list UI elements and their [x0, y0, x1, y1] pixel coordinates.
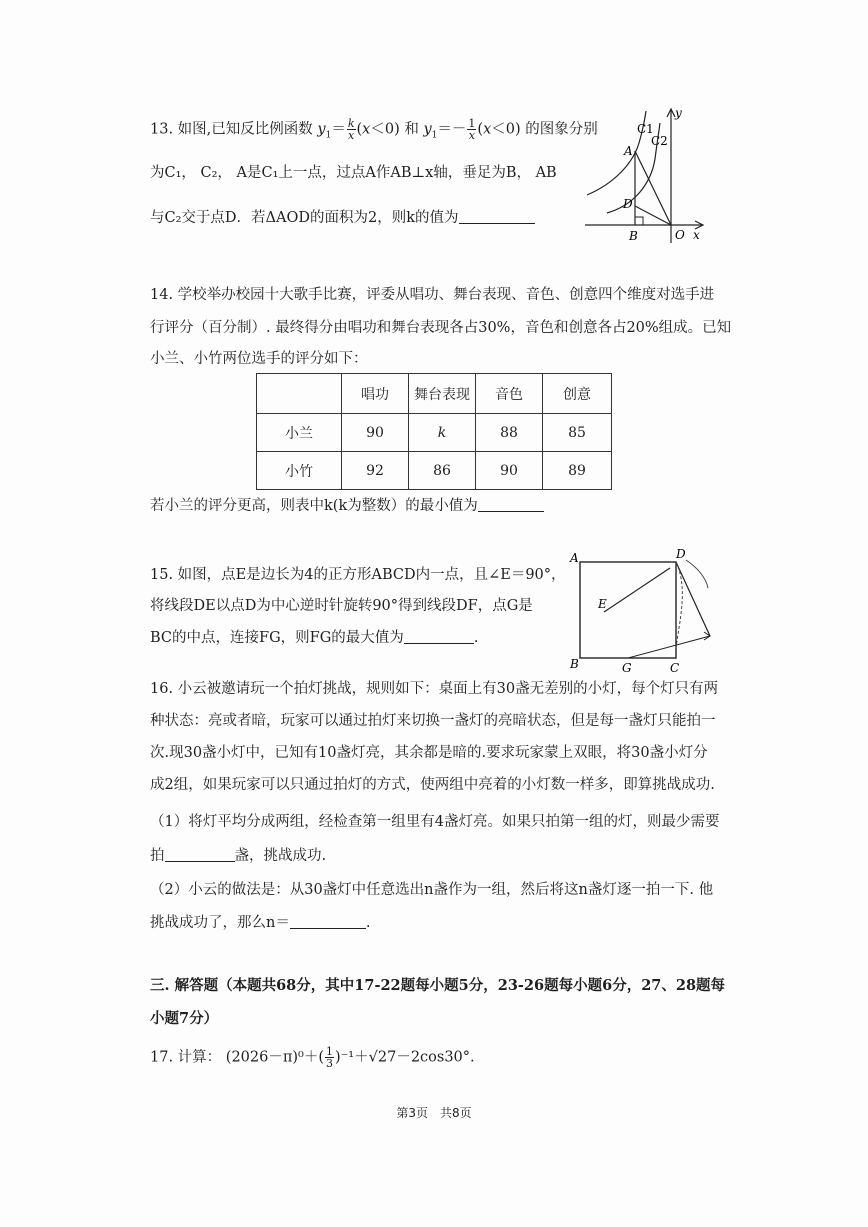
fig15-label-c: C [670, 661, 680, 675]
table-header-cell: 创意 [543, 374, 612, 414]
table-header-cell: 唱功 [342, 374, 409, 414]
fig13-label-d: D [623, 197, 633, 211]
table-cell: 89 [543, 452, 612, 490]
q15-line1: 15. 如图，点E是边长为4的正方形ABCD内一点，且∠E＝90°， [150, 567, 566, 583]
table-cell: 小竹 [257, 452, 342, 490]
fig13-label-a: A [624, 144, 633, 158]
q14-line2: 行评分（百分制）. 最终得分由唱功和舞台表现各占30%，音色和创意各占20%组成。已知 [150, 320, 732, 336]
table-cell: 小兰 [257, 414, 342, 452]
q17-line: 17. 计算： (2026－π)⁰＋( $\frac{1}{3}$ )⁻¹＋√27－2cos30°. [150, 1045, 475, 1070]
table-cell: 85 [543, 414, 612, 452]
fig15-label-g: G [622, 661, 632, 675]
fig15-label-e: E [598, 597, 607, 611]
q13-line3: 与C₂交于点D．若ΔAOD的面积为2，则k的值为 [150, 208, 535, 228]
fig13-label-c1: C1 [637, 122, 654, 136]
q16-line3: 次.现30盏小灯中，已知有10盏灯亮，其余都是暗的.要求玩家蒙上双眼，将30盏小灯分 [150, 745, 708, 761]
q15-line2: 将线段DE以点D为中心逆时针旋转90°得到线段DF，点G是 [150, 598, 533, 614]
q13-figure [585, 103, 705, 243]
fig13-label-c2: C2 [651, 134, 668, 148]
fig13-label-b: B [629, 229, 638, 243]
fig15-label-a: A [570, 551, 579, 565]
table-row [257, 452, 612, 490]
table-header-cell: 舞台表现 [409, 374, 476, 414]
q16-sub2-line1: （2）小云的做法是：从30盏灯中任意选出n盏作为一组，然后将这n盏灯逐一拍一下. 他 [150, 882, 714, 898]
fig13-label-y: y [675, 106, 682, 120]
section3-heading-line2: 小题7分） [150, 1010, 219, 1027]
page-footer: 第3页 共8页 [396, 1106, 472, 1120]
table-cell: 90 [342, 414, 409, 452]
q13-line1: 13. 如图,已知反比例函数 $y_1=$ $\frac{k}{x}$ (x＜0) 和 $y_1=-$ $\frac{1}{x}$ (x＜0) 的图象分别 [150, 117, 598, 142]
q16-sub1-line2: 拍 盏，挑战成功. [150, 848, 327, 864]
q15-line3: BC的中点，连接FG，则FG的最大值为 . [150, 630, 479, 646]
q16-line1: 16. 小云被邀请玩一个拍灯挑战，规则如下：桌面上有30盏无差别的小灯，每个灯只有两 [150, 681, 719, 697]
q16-sub1-line1: （1）将灯平均分成两组，经检查第一组里有4盏灯亮。如果只拍第一组的灯，则最少需要 [150, 814, 720, 830]
q14-after: 若小兰的评分更高，则表中k(k为整数）的最小值为 [150, 496, 544, 516]
table-row [257, 414, 612, 452]
q15-figure [568, 548, 724, 676]
table-cell: 92 [342, 452, 409, 490]
fig13-label-o: O [675, 228, 685, 242]
table-cell: 86 [409, 452, 476, 490]
q13-line2: 为C₁， C₂， A是C₁上一点，过点A作AB⊥x轴，垂足为B， AB [150, 165, 557, 181]
q16-line2: 种状态：亮或者暗，玩家可以通过拍灯来切换一盏灯的亮暗状态，但是每一盏灯只能拍一 [150, 713, 716, 729]
q14-line1: 14. 学校举办校园十大歌手比赛，评委从唱功、舞台表现、音色、创意四个维度对选手进 [150, 287, 715, 303]
table-cell: 90 [476, 452, 543, 490]
q14-line3: 小兰、小竹两位选手的评分如下： [150, 351, 368, 367]
table-cell: 88 [476, 414, 543, 452]
score-table [256, 373, 612, 490]
table-header-row [257, 374, 612, 414]
q16-sub2-line2: 挑战成功了，那么n＝ . [150, 915, 371, 931]
table-cell: k [409, 414, 476, 452]
fig15-label-d: D [676, 548, 686, 561]
fig15-label-b: B [570, 657, 579, 671]
q16-line4: 成2组，如果玩家可以只通过拍灯的方式，使两组中亮着的小灯数一样多，即算挑战成功. [150, 777, 715, 793]
table-header-cell: 音色 [476, 374, 543, 414]
table-header-cell [257, 374, 342, 414]
fig13-label-x: x [693, 228, 700, 242]
section3-heading-line1: 三. 解答题（本题共68分，其中17-22题每小题5分，23-26题每小题6分，27、28题每 [150, 977, 726, 994]
